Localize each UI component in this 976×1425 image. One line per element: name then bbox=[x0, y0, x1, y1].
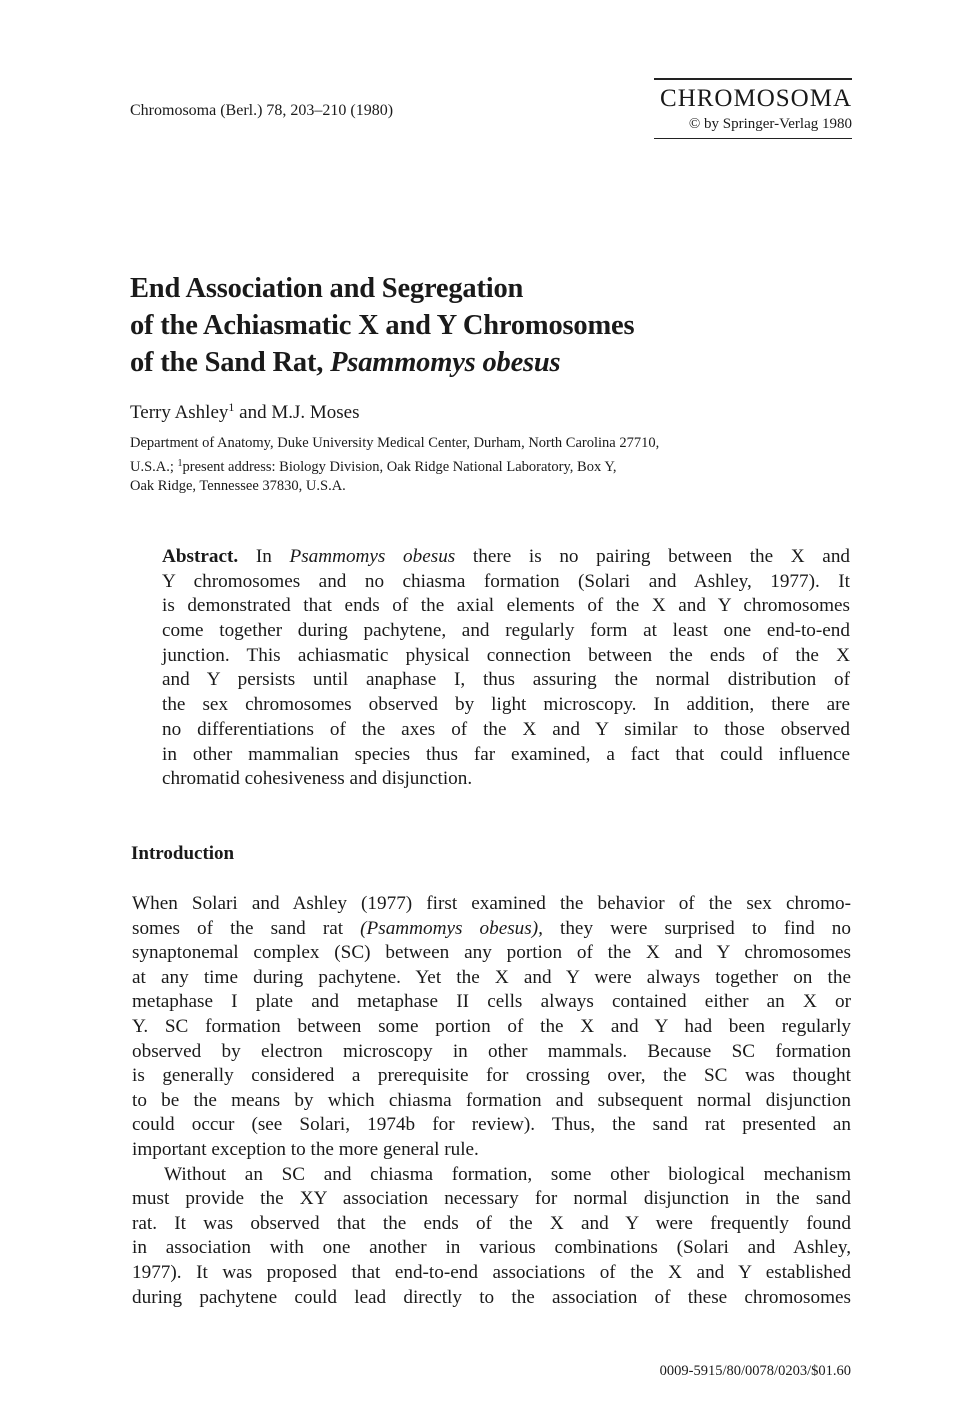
body-text: they were surprised to find no bbox=[542, 917, 851, 939]
body-line: could occur (see Solari, 1974b for review). Thus, the sand rat presented an bbox=[132, 1114, 851, 1136]
introduction-body bbox=[132, 892, 851, 1310]
body-line: important exception to the more general rule. bbox=[132, 1138, 479, 1160]
title-line-3 bbox=[130, 344, 634, 381]
affiliation bbox=[130, 434, 830, 497]
affiliation-line-2-pre: U.S.A.; bbox=[130, 458, 178, 475]
abstract-species: Psammomys obesus bbox=[289, 546, 456, 567]
title-species-name: Psammomys obesus bbox=[330, 347, 561, 378]
abstract-line: junction. This achiasmatic physical connection between the ends of the X bbox=[162, 644, 850, 666]
body-line: synaptonemal complex (SC) between any portion of the X and Y chromosomes bbox=[132, 942, 851, 964]
body-line: must provide the XY association necessary for normal disjunction in the sand bbox=[132, 1188, 851, 1210]
abstract-line: and Y persists until anaphase I, thus assuring the normal distribution of bbox=[162, 669, 850, 691]
abstract-line: Y chromosomes and no chiasma formation (Solari and Ashley, 1977). It bbox=[162, 570, 850, 592]
abstract-line: the sex chromosomes observed by light microscopy. In addition, there are bbox=[162, 694, 850, 716]
body-line: during pachytene could lead directly to the association of these chromosomes bbox=[132, 1286, 851, 1308]
abstract bbox=[162, 545, 850, 792]
body-line: observed by electron microscopy in other mammals. Because SC formation bbox=[132, 1040, 851, 1062]
body-line: When Solari and Ashley (1977) first examined the behavior of the sex chromo- bbox=[132, 893, 851, 914]
body-species: (Psammomys obesus), bbox=[360, 917, 543, 939]
abstract-line: in other mammalian species thus far examined, a fact that could influence bbox=[162, 743, 850, 765]
author-1-footnote-mark: 1 bbox=[228, 400, 235, 414]
author-2: and M.J. Moses bbox=[234, 402, 360, 423]
abstract-label: Abstract. bbox=[162, 546, 239, 567]
abstract-line: come together during pachytene, and regularly form at least one end-to-end bbox=[162, 620, 850, 642]
title-line-2: of the Achiasmatic X and Y Chromosomes bbox=[130, 310, 635, 341]
body-line: rat. It was observed that the ends of the X and Y were frequently found bbox=[132, 1212, 851, 1234]
body-line: in association with one another in various combinations (Solari and Ashley, bbox=[132, 1237, 851, 1259]
affiliation-line-3: Oak Ridge, Tennessee 37830, U.S.A. bbox=[130, 478, 346, 494]
journal-copyright: © by Springer-Verlag 1980 bbox=[688, 116, 852, 132]
abstract-text: In bbox=[238, 546, 290, 567]
body-line: to be the means by which chiasma formation and subsequent normal disjunction bbox=[132, 1089, 851, 1111]
affiliation-line-2-post: present address: Biology Division, Oak Ridge National Laboratory, Box Y, bbox=[182, 458, 617, 475]
body-line bbox=[132, 917, 851, 942]
abstract-text: there is no pairing between the X and bbox=[455, 546, 851, 567]
affiliation-line-1: Department of Anatomy, Duke University Medical Center, Durham, North Carolina 27710, bbox=[130, 435, 660, 451]
body-line: 1977). It was proposed that end-to-end associations of the X and Y established bbox=[132, 1261, 851, 1283]
authors bbox=[130, 400, 360, 424]
article-title bbox=[130, 270, 634, 381]
journal-masthead bbox=[654, 78, 852, 139]
price-code: 0009-5915/80/0078/0203/$01.60 bbox=[659, 1363, 851, 1379]
body-line: Y. SC formation between some portion of the X and Y had been regularly bbox=[132, 1015, 851, 1037]
abstract-line: chromatid cohesiveness and disjunction. bbox=[162, 768, 473, 790]
author-1: Terry Ashley bbox=[130, 402, 229, 423]
abstract-line bbox=[162, 545, 850, 570]
affiliation-footnote-mark: 1 bbox=[177, 457, 183, 469]
title-line-1: End Association and Segregation bbox=[130, 273, 524, 304]
title-line-3-text: of the Sand Rat, bbox=[130, 347, 331, 378]
affiliation-line-2 bbox=[130, 454, 830, 478]
journal-name: CHROMOSOMA bbox=[660, 85, 852, 112]
body-line: Without an SC and chiasma formation, some other biological mechanism bbox=[164, 1163, 851, 1185]
abstract-line: is demonstrated that ends of the axial elements of the X and Y chromosomes bbox=[162, 595, 850, 617]
body-line: at any time during pachytene. Yet the X and Y were always together on the bbox=[132, 966, 851, 988]
running-head: Chromosoma (Berl.) 78, 203–210 (1980) bbox=[130, 102, 394, 119]
body-line: is generally considered a prerequisite for crossing over, the SC was thought bbox=[132, 1065, 851, 1087]
section-heading-introduction: Introduction bbox=[131, 843, 235, 864]
body-line: metaphase I plate and metaphase II cells always contained either an X or bbox=[132, 991, 851, 1013]
abstract-line: no differentiations of the axes of the X and Y similar to those observed bbox=[162, 718, 850, 740]
body-text: somes of the sand rat bbox=[132, 917, 361, 939]
